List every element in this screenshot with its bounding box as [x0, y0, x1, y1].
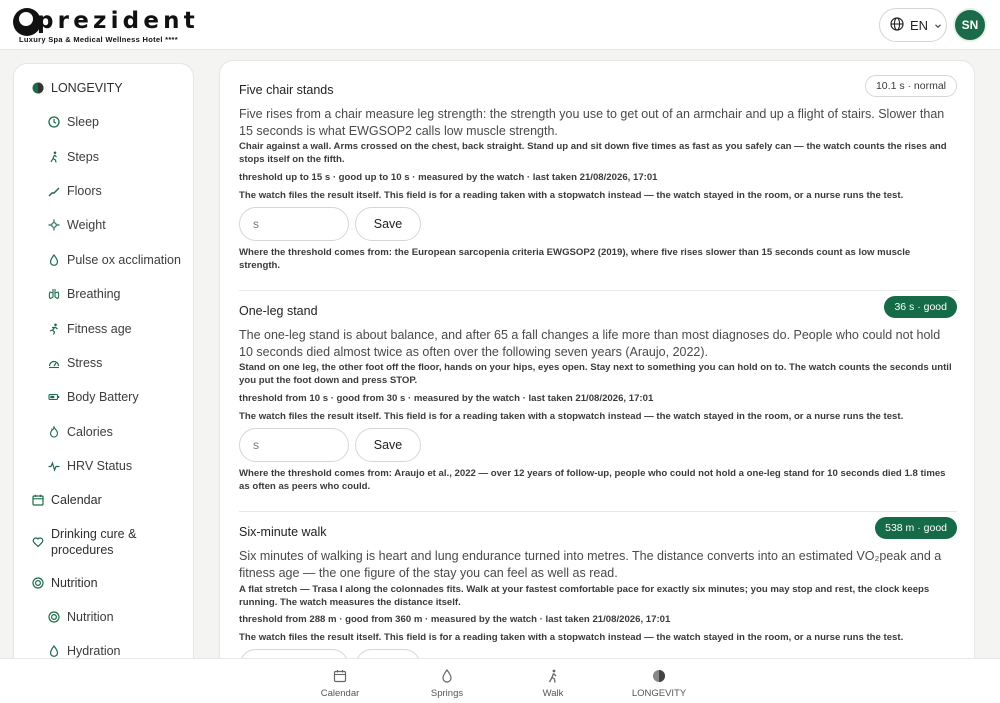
- sidebar-item-nutrition[interactable]: [14, 568, 194, 598]
- longevity-icon: [651, 668, 667, 684]
- bottom-nav-label: Calendar: [320, 688, 360, 699]
- bottom-nav-label: Walk: [542, 688, 564, 699]
- target-icon: [47, 610, 61, 624]
- test-instructions: Chair against a wall. Arms crossed on the chest, back straight. Stand up and sit down five times as fast as you safely can — the watch counts the rises and stops itself on the fifth.: [239, 141, 947, 165]
- test-threshold-meta: threshold up to 15 s · good up to 10 s · measured by the watch · last taken 21/08/2026, 17:01: [239, 172, 658, 183]
- result-badge: 36 s · good: [884, 296, 957, 318]
- calendar-icon: [31, 493, 45, 507]
- logo-tagline: Luxury Spa & Medical Wellness Hotel ****: [19, 35, 178, 44]
- battery-icon: [47, 390, 61, 404]
- sidebar-item-longevity[interactable]: [14, 73, 194, 103]
- walker-icon: [545, 668, 561, 684]
- globe-icon: [890, 17, 904, 34]
- test-title: Six-minute walk: [239, 525, 327, 539]
- result-badge: 538 m · good: [875, 517, 957, 539]
- sidebar-item-label: Nutrition: [51, 576, 98, 590]
- threshold-source: Where the threshold comes from: the European sarcopenia criteria EWGSOP2 (2019), where five rises slower than 15 seconds count as low muscle strength.: [239, 247, 911, 271]
- language-selector[interactable]: [879, 8, 947, 42]
- sidebar-item-label: Sleep: [67, 115, 99, 129]
- bottom-nav: [0, 658, 1000, 703]
- sidebar-item-drinking-cure[interactable]: [14, 524, 194, 560]
- sidebar-item-label: LONGEVITY: [51, 81, 123, 95]
- drop-icon: [47, 644, 61, 658]
- bottom-nav-springs[interactable]: [412, 668, 482, 699]
- sidebar-item-label: Nutrition: [67, 610, 114, 624]
- target-icon: [31, 576, 45, 590]
- sidebar-item-label: Pulse ox acclimation: [67, 253, 181, 267]
- app-header: [0, 0, 1000, 50]
- test-manual-note: The watch files the result itself. This field is for a reading taken with a stopwatch instead — the watch stayed in the room, or a nurse runs the test.: [239, 411, 904, 422]
- test-description: Six minutes of walking is heart and lung endurance turned into metres. The distance converts into an estimated VO₂peak and a fitness age — the one figure of the stay you can feel as well as read.: [239, 549, 942, 580]
- longevity-icon: [31, 81, 45, 95]
- sidebar-item-nutrition-sub[interactable]: [14, 602, 194, 632]
- heart-icon: [31, 535, 45, 549]
- runner-icon: [47, 322, 61, 336]
- bottom-nav-label: Springs: [430, 688, 464, 699]
- user-avatar[interactable]: SN: [953, 8, 987, 42]
- test-threshold-meta: threshold from 288 m · good from 360 m · measured by the watch · last taken 21/08/2026, 17:01: [239, 614, 671, 625]
- seconds-input[interactable]: s: [239, 207, 349, 241]
- test-instructions: A flat stretch — Trasa I along the colonnades fits. Walk at your fastest comfortable pace for exactly six minutes; you may stop and rest, the clock keeps running. The watch measures the distance itself.: [239, 584, 930, 608]
- save-button[interactable]: Save: [355, 428, 421, 462]
- test-instructions: Stand on one leg, the other foot off the floor, hands on your hips, eyes open. Stay next to something you can hold on to. The watch counts the seconds until you put the foot down and press STOP.: [239, 362, 952, 386]
- section-divider: [239, 511, 957, 512]
- hotel-logo[interactable]: [13, 8, 199, 44]
- sidebar-item-label: Steps: [67, 150, 99, 164]
- clock-icon: [47, 115, 61, 129]
- sidebar-item-hrv-status[interactable]: [14, 451, 194, 481]
- threshold-source: Where the threshold comes from: Araujo et al., 2022 — over 12 years of follow-up, people who could not hold a one-leg stand for 10 seconds died 1.8 times as often as peers who could.: [239, 468, 946, 492]
- sidebar-item-label: Drinking cure & procedures: [51, 527, 137, 557]
- test-description: The one-leg stand is about balance, and after 65 a fall changes a life more than most diagnoses do. People who could not hold 10 seconds died almost twice as often over the following seven years (Araujo, 2022).: [239, 328, 941, 359]
- test-threshold-meta: threshold from 10 s · good from 30 s · measured by the watch · last taken 21/08/2026, 17:01: [239, 393, 654, 404]
- lungs-icon: [47, 287, 61, 301]
- sidebar-item-stress[interactable]: [14, 348, 194, 378]
- test-manual-note: The watch files the result itself. This field is for a reading taken with a stopwatch instead — the watch stayed in the room, or a nurse runs the test.: [239, 190, 904, 201]
- sidebar-item-label: Calories: [67, 425, 113, 439]
- gauge-icon: [47, 356, 61, 370]
- sidebar-item-floors[interactable]: [14, 176, 194, 206]
- calendar-icon: [332, 668, 348, 684]
- walker-icon: [47, 150, 61, 164]
- sidebar-item-body-battery[interactable]: [14, 382, 194, 412]
- test-description: Five rises from a chair measure leg strength: the strength you use to get out of an armchair and up a flight of stairs. Slower than 15 seconds is what EWGSOP2 calls low muscle strength.: [239, 107, 945, 138]
- sidebar-item-fitness-age[interactable]: [14, 314, 194, 344]
- scale-icon: [47, 218, 61, 232]
- stairs-icon: [47, 184, 61, 198]
- sidebar-item-calendar[interactable]: [14, 485, 194, 515]
- tests-panel: [219, 60, 975, 690]
- sidebar-item-label: Stress: [67, 356, 103, 370]
- sidebar-item-label: Weight: [67, 218, 106, 232]
- save-button[interactable]: Save: [355, 207, 421, 241]
- sidebar-item-breathing[interactable]: [14, 279, 194, 309]
- sidebar-item-sleep[interactable]: [14, 107, 194, 137]
- pulse-icon: [47, 459, 61, 473]
- sidebar-item-label: Fitness age: [67, 322, 132, 336]
- sidebar-item-pulse-ox[interactable]: [14, 245, 194, 275]
- sidebar-item-steps[interactable]: [14, 142, 194, 172]
- seconds-input[interactable]: s: [239, 428, 349, 462]
- test-manual-note: The watch files the result itself. This field is for a reading taken with a stopwatch instead — the watch stayed in the room, or a nurse runs the test.: [239, 632, 904, 643]
- drop-icon: [47, 253, 61, 267]
- sidebar-nav: [13, 63, 194, 683]
- language-label: EN: [910, 17, 929, 33]
- sidebar-item-label: Calendar: [51, 493, 102, 507]
- flame-icon: [47, 425, 61, 439]
- sidebar-item-weight[interactable]: [14, 210, 194, 240]
- sidebar-item-calories[interactable]: [14, 417, 194, 447]
- test-title: One-leg stand: [239, 304, 318, 318]
- bottom-nav-walk[interactable]: [518, 668, 588, 699]
- bottom-nav-calendar[interactable]: [305, 668, 375, 699]
- chevron-down-icon: [934, 18, 942, 33]
- sidebar-item-label: Hydration: [67, 644, 121, 658]
- test-title: Five chair stands: [239, 83, 334, 97]
- section-divider: [239, 290, 957, 291]
- bottom-nav-longevity[interactable]: [624, 668, 694, 699]
- logo-wordmark: prezident: [37, 8, 199, 34]
- sidebar-item-label: Breathing: [67, 287, 121, 301]
- drop-icon: [439, 668, 455, 684]
- result-badge: 10.1 s · normal: [865, 75, 957, 97]
- sidebar-item-label: Floors: [67, 184, 102, 198]
- sidebar-item-label: HRV Status: [67, 459, 133, 473]
- bottom-nav-label: LONGEVITY: [631, 688, 687, 699]
- sidebar-item-label: Body Battery: [67, 390, 139, 404]
